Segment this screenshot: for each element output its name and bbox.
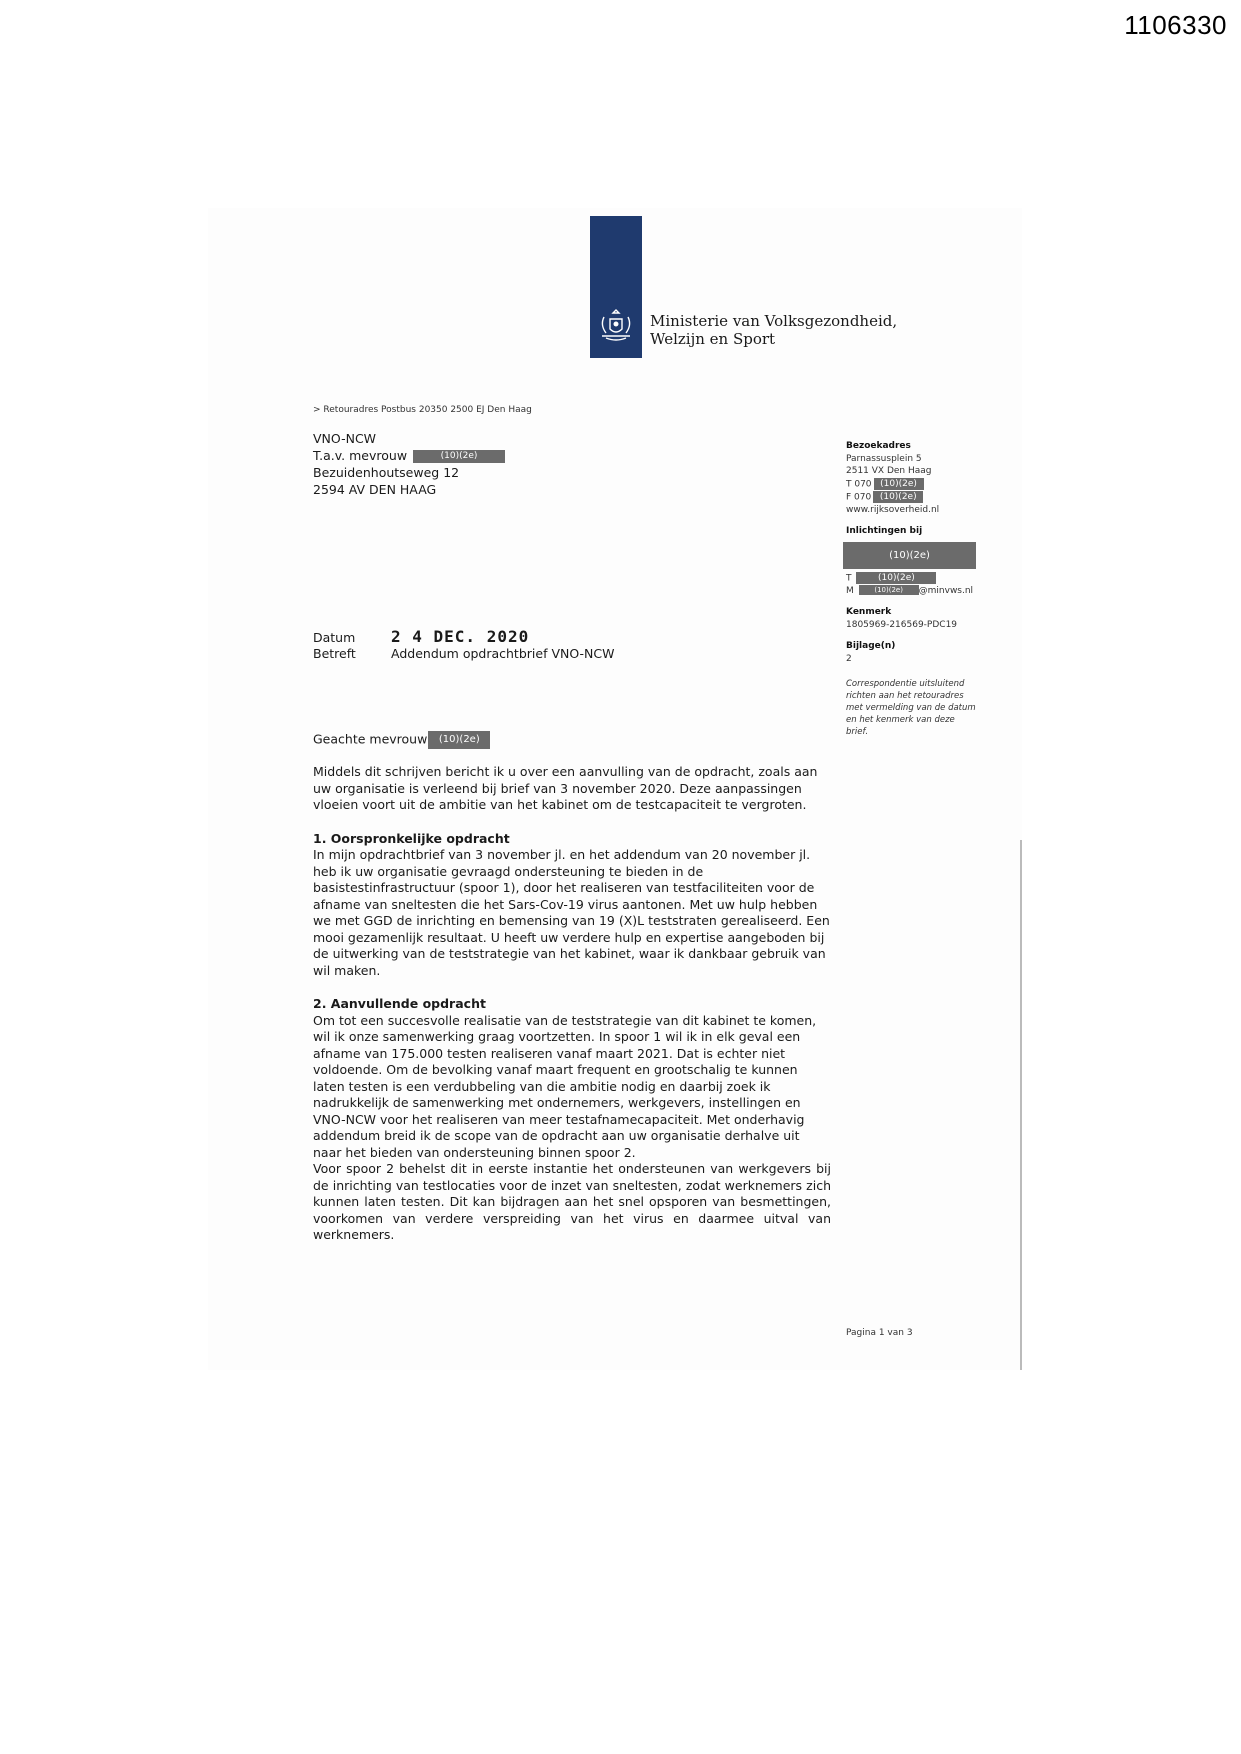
addressee-postal-city: 2594 AV DEN HAAG (313, 482, 437, 497)
sender-sidebar (846, 440, 976, 738)
attention-label: T.a.v. mevrouw (313, 448, 408, 463)
redaction-box: (10)(2e) (856, 572, 936, 584)
website: www.rijksoverheid.nl (846, 504, 940, 515)
page-number: Pagina 1 van 3 (846, 1328, 913, 1338)
addressee-street: Bezuidenhoutseweg 12 (313, 465, 460, 480)
salutation (313, 731, 490, 749)
addressee-attention (313, 447, 505, 464)
ministry-name-line1: Ministerie van Volksgezondheid, (650, 312, 898, 330)
attachments-value: 2 (846, 653, 852, 664)
addressee-block (313, 430, 505, 498)
date-label: Datum (313, 630, 356, 645)
visit-postal: 2511 VX Den Haag (846, 466, 932, 476)
contact-mail-prefix: M (846, 585, 854, 596)
ministry-name (650, 312, 897, 348)
subject-row (313, 645, 614, 662)
intro-paragraph: Middels dit schrijven bericht ik u over een aanvulling van de opdracht, zoals aan uw organisatie is verleend bij brief van 3 november 2020. Deze aanpassingen vloeien voort uit de ambitie van het kabinet om de testcapaciteit te vergroten. (313, 764, 818, 812)
redaction-box: (10)(2e) (413, 450, 505, 463)
visit-address-heading: Bezoekadres (846, 441, 911, 451)
contact-phone-line (846, 572, 976, 585)
reference-value: 1805969-216569-PDC19 (846, 619, 958, 630)
redaction-box: (10)(2e) (859, 585, 919, 595)
reference-heading: Kenmerk (846, 607, 892, 617)
phone-line (846, 478, 976, 491)
visit-street: Parnassusplein 5 (846, 453, 922, 464)
addressee-organisation: VNO-NCW (313, 431, 377, 446)
section-2-title: 2. Aanvullende opdracht (313, 996, 486, 1011)
redaction-box: (10)(2e) (873, 491, 923, 503)
date-stamp: 2 4 DEC. 2020 (391, 627, 530, 646)
fax-line (846, 491, 976, 504)
phone-prefix: T 070 (846, 479, 872, 489)
correspondence-note: Correspondentie uitsluitend richten aan het retouradres met vermelding van de datum en het kenmerk van deze brief. (846, 679, 976, 737)
date-row (313, 628, 529, 646)
redaction-box: (10)(2e) (843, 542, 976, 569)
subject-label: Betreft (313, 646, 356, 661)
salutation-text: Geachte mevrouw (313, 731, 428, 747)
subject-value: Addendum opdrachtbrief VNO-NCW (391, 646, 615, 661)
section-2-text-1: Om tot een succesvolle realisatie van de teststrategie van dit kabinet te komen, wil ik onze samenwerking graag voortzetten. In spoor 1 wil ik in elk geval een afname van 175.000 testen realiseren vanaf maart 2021. Dat is echter niet voldoende. Om de bevolking vanaf maart frequent en grootschalig te kunnen laten testen is een verdubbeling van die ambitie nodig en daarbij zoek ik nadrukkelijk de samenwerking met ondernemers, werkgevers, instellingen en VNO-NCW voor het realiseren van meer testafnamecapaciteit. Met onderhavig addendum breid ik de scope van de opdracht aan uw organisatie derhalve uit naar het bieden van ondersteuning binnen spoor 2. (313, 1012, 817, 1160)
section-1-title: 1. Oorspronkelijke opdracht (313, 830, 510, 846)
document-number: 1106330 (1124, 10, 1227, 40)
contact-mail-line (846, 585, 976, 598)
section-1-text: In mijn opdrachtbrief van 3 november jl. en het addendum van 20 november jl. heb ik uw organisatie gevraagd ondersteuning te bieden in de basistestinfrastructuur (spoor 1), door het realiseren van testfaciliteiten voor de afname van sneltesten die het Sars-Cov-19 virus aantonen. Met uw hulp hebben we met GGD de inrichting en bemensing van 19 (X)L teststraten gerealiseerd. Een mooi gezamenlijk resultaat. U heeft uw verdere hulp en expertise aangeboden bij de uitwerking van de teststrategie van het kabinet, waar ik dankbaar gebruik van wil maken. (313, 847, 830, 978)
redaction-box: (10)(2e) (428, 731, 490, 749)
return-address: > Retouradres Postbus 20350 2500 EJ Den Haag (313, 405, 532, 415)
fax-prefix: F 070 (846, 492, 872, 502)
letter-body (313, 764, 831, 1244)
coat-of-arms-icon (592, 305, 640, 345)
attachments-heading: Bijlage(n) (846, 641, 896, 651)
ministry-name-line2: Welzijn en Sport (650, 330, 776, 348)
contact-phone-prefix: T (846, 573, 852, 583)
contact-mail-suffix: @minvws.nl (918, 585, 974, 596)
scan-page-edge (1020, 840, 1022, 1370)
redaction-box: (10)(2e) (874, 478, 924, 490)
info-heading: Inlichtingen bij (846, 526, 923, 536)
section-2-text-2: Voor spoor 2 behelst dit in eerste instantie het ondersteunen van werkgevers bij de inrichting van testlocaties voor de inzet van sneltesten, zodat werknemers zich kunnen laten testen. Dit kan bijdragen aan het snel opsporen van besmettingen, voorkomen van verdere verspreiding van het virus en daarmee uitval van werknemers. (313, 1161, 831, 1242)
